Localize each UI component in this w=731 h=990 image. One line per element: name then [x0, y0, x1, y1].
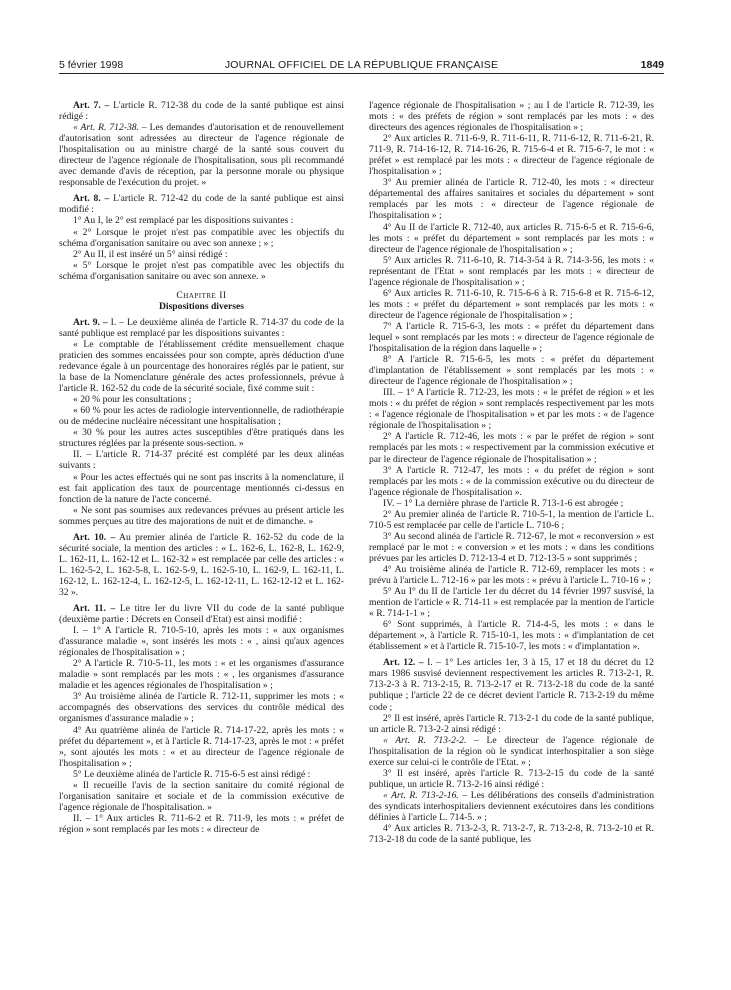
- paragraph: [369, 100, 654, 133]
- paragraph-text: II. – L'article R. 714-37 précité est complété par les deux alinéas suivants :: [59, 449, 344, 472]
- paragraph: [59, 260, 344, 282]
- article-reference: « Art. R. 713-2-2.: [383, 734, 467, 746]
- paragraph-text: 3° Au second alinéa de l'article R. 712-67, le mot « reconversion » est remplacé par le mot : « conversion » et les mots : « dans les conditions prévues par les articles D. 712-13-4 et D. 712-13-5 » sont supprimés ;: [369, 530, 654, 564]
- paragraph-text: « 30 % pour les autres actes susceptibles d'être pratiqués dans les structures réglées par la présente sous-section. »: [59, 427, 344, 450]
- paragraph: [59, 769, 344, 780]
- paragraph-text: 3° Au troisième alinéa de l'article R. 712-11, supprimer les mots : « accompagnés des observations des services du contrôle médical des organismes d'assurance maladie » ;: [59, 691, 344, 725]
- article-number: Art. 9. –: [73, 316, 108, 328]
- paragraph: [59, 427, 344, 449]
- paragraph: [59, 505, 344, 527]
- paragraph-text: II. – 1° Aux articles R. 711-6-2 et R. 711-9, les mots : « préfet de région » sont remplacés par les mots : « directeur de: [59, 812, 344, 835]
- paragraph-text: 4° Aux articles R. 713-2-3, R. 713-2-7, R. 713-2-8, R. 713-2-10 et R. 713-2-18 du code de la santé publique, les: [369, 823, 654, 846]
- paragraph-text: Le titre Ier du livre VII du code de la santé publique (deuxième partie : Décrets en Conseil d'Etat) est ainsi modifié :: [59, 603, 344, 626]
- paragraph: [369, 564, 654, 586]
- paragraph-text: 3° A l'article R. 712-47, les mots : « du préfet de région » sont remplacés par les mots : « de la commission exécutive ou du directeur de l'agence régionale de l'hospitalisation ».: [369, 464, 654, 498]
- paragraph-text: IV. – 1° La dernière phrase de l'article R. 713-1-6 est abrogée ;: [383, 497, 624, 509]
- paragraph-text: « Ne sont pas soumises aux redevances prévues au présent article les sommes perçues au titre des majorations de nuit et de dimanche. »: [59, 504, 344, 527]
- paragraph-text: « 2° Lorsque le projet n'est pas compatible avec les objectifs du schéma d'organisation sanitaire ou avec son annexe ; » ;: [59, 226, 344, 249]
- paragraph-text: Au premier alinéa de l'article R. 162-52 du code de la sécurité sociale, la mention des articles : « L. 162-6, L. 162-8, L. 162-9, L. 162-11, L. 162-12 et L. 162-32 » est remplacée par celle des articles : « L. 162-5-2, L. 162-5-8, L. 162-5-9, L. 162-5-10, L. 162-9, L. 162-11, L. 162-12, L. 162-12-4, L. 162-12-5, L. 162-12-11, L. 162-12-12 et L. 162-32 ».: [59, 531, 344, 598]
- paragraph: [59, 658, 344, 691]
- paragraph: [59, 449, 344, 471]
- paragraph-text: I. – 1° Les articles 1er, 3 à 15, 17 et 18 du décret du 12 mars 1986 susvisé deviennent respectivement les articles R. 713-2-1, R. 713-2-3 à R. 713-2-15, R. 713-2-17 et R. 713-2-18 du code de la santé publique ; l'article 22 de ce décret devient l'article R. 713-2-19 du même code ;: [369, 657, 654, 713]
- paragraph-text: 3° Au premier alinéa de l'article R. 712-40, les mots : « directeur départemental des affaires sanitaires et sociales du département » sont remplacés par les mots : « directeur de l'agence régionale de l'hospitalisation » ;: [369, 177, 654, 222]
- article-number: Art. 8. –: [73, 193, 110, 205]
- paragraph-text: I. – Le deuxième alinéa de l'article R. 714-37 du code de la santé publique est remplacé par les dispositions suivantes :: [59, 316, 344, 339]
- paragraph-text: 1° Au I, le 2° est remplacé par les dispositions suivantes :: [73, 215, 294, 227]
- paragraph: [369, 387, 654, 431]
- paragraph-text: 6° Sont supprimés, à l'article R. 714-4-5, les mots : « dans le département », à l'article R. 715-10-1, les mots : « d'implantation de cet établissement » et à l'article R. 715-10-7, les mots : « d'implantation ».: [369, 619, 654, 653]
- article-paragraph: [59, 317, 344, 339]
- paragraph: [59, 780, 344, 813]
- right-column: [369, 100, 654, 845]
- article-number: Art. 10. –: [73, 531, 116, 543]
- paragraph: [369, 222, 654, 255]
- header-date: 5 février 1998: [59, 59, 124, 71]
- page-header: [59, 57, 664, 73]
- article-paragraph: [59, 603, 344, 625]
- paragraph-text: L'article R. 712-42 du code de la santé publique est ainsi modifié :: [59, 193, 344, 216]
- paragraph: [369, 735, 654, 768]
- paragraph: [369, 790, 654, 823]
- paragraph: [369, 177, 654, 221]
- paragraph-text: « Le comptable de l'établissement crédite mensuellement chaque praticien des sommes encaissées pour son compte, après déduction d'une redevance égale à un pourcentage des honoraires réglés par le patient, sur la base de la Nomenclature générale des actes professionnels, prévue à l'article R. 162-52 du code de la sécurité sociale, fixé comme suit :: [59, 338, 344, 395]
- paragraph-text: III. – 1° A l'article R. 712-23, les mots : « le préfet de région » et les mots : « du préfet de région » sont remplacés respectivement par les mots : « l'agence régionale de l'hospitalisation » et par les mots : « de l'agence régionale de l'hospitalisation » ;: [369, 387, 654, 432]
- header-rule: [59, 73, 664, 74]
- paragraph: [59, 813, 344, 835]
- paragraph: [369, 586, 654, 619]
- chapter-heading: Chapitre II: [176, 289, 227, 301]
- paragraph: [369, 498, 654, 509]
- paragraph: [369, 288, 654, 321]
- paragraph: [59, 625, 344, 658]
- paragraph: [369, 768, 654, 790]
- left-column: [59, 100, 344, 835]
- paragraph-text: 5° Au I° du II de l'article 1er du décret du 14 février 1997 susvisé, la mention de l'article « R. 714-11 » est remplacée par la mention de l'article « R. 714-1-1 » ;: [369, 586, 654, 620]
- paragraph-text: 8° A l'article R. 715-6-5, les mots : « préfet du département d'implantation de l'établissement » sont remplacés par les mots : « directeur de l'agence régionale de l'hospitalisation » ;: [369, 354, 654, 388]
- paragraph-text: I. – 1° A l'article R. 710-5-10, après les mots : « aux organismes d'assurance maladie », sont insérés les mots : « , ainsi qu'aux agences régionales de l'hospitalisation » ;: [59, 625, 344, 659]
- article-number: Art. 11. –: [73, 603, 116, 615]
- paragraph-text: 4° Au quatrième alinéa de l'article R. 714-17-22, après les mots : « préfet du département », et à l'article R. 714-17-23, après le mot : « préfet », sont ajoutés les mots : « et au directeur de l'agence régionale de l'hospitalisation » ;: [59, 724, 344, 769]
- paragraph: [369, 713, 654, 735]
- paragraph: [369, 255, 654, 288]
- paragraph-text: 2° Il est inséré, après l'article R. 713-2-1 du code de la santé publique, un article R. 713-2-2 ainsi rédigé :: [369, 712, 654, 735]
- paragraph: [369, 531, 654, 564]
- paragraph: [59, 394, 344, 405]
- paragraph: [369, 465, 654, 498]
- paragraph-text: 2° A l'article R. 712-46, les mots : « par le préfet de région » sont remplacés par les mots : « respectivement par la commission exécutive et par le directeur de l'agence régionale de l'hospitalisation » ;: [369, 431, 654, 465]
- paragraph-text: – Le directeur de l'agence régionale de l'hospitalisation de la région où le syndicat interhospitalier a son siège exerce sur celui-ci le contrôle de l'Etat. » ;: [369, 734, 654, 768]
- paragraph-text: 5° Le deuxième alinéa de l'article R. 715-6-5 est ainsi rédigé :: [73, 768, 311, 780]
- article-paragraph: [59, 193, 344, 215]
- paragraph-text: 7° A l'article R. 715-6-3, les mots : « préfet du département dans lequel » sont remplacés par les mots : « directeur de l'agence régionale de l'hospitalisation de la région dans laquelle » ;: [369, 320, 654, 355]
- paragraph: [59, 472, 344, 505]
- section-heading: Dispositions diverses: [158, 300, 245, 312]
- paragraph: [59, 691, 344, 724]
- paragraph-text: « 60 % pour les actes de radiologie interventionnelle, de radiothérapie ou de médecine nucléaire nécessitant une hospitalisation ;: [59, 405, 344, 428]
- paragraph-text: – Les délibérations des conseils d'administration des syndicats interhospitaliers deviennent exécutoires dans les conditions définies à l'article L. 714-5. » ;: [369, 789, 654, 823]
- paragraph-text: 2° Aux articles R. 711-6-9, R. 711-6-11, R. 711-6-12, R. 711-6-21, R. 711-9, R. 714-16-12, R. 714-16-26, R. 715-6-4 et R. 715-6-7, le mot : « préfet » est remplacé par les mots : « directeur de l'agence régionale de l'hospitalisation » ;: [369, 133, 654, 178]
- article-number: Art. 7. –: [73, 100, 110, 111]
- paragraph-text: 2° Au II, il est inséré un 5° ainsi rédigé :: [73, 248, 228, 260]
- paragraph: [59, 215, 344, 226]
- paragraph: [59, 122, 344, 188]
- article-number: Art. 12. –: [383, 657, 424, 669]
- paragraph-text: « 5° Lorsque le projet n'est pas compatible avec les objectifs du schéma d'organisation sanitaire ou avec son annexe. »: [59, 259, 344, 282]
- paragraph-text: « Il recueille l'avis de la section sanitaire du comité régional de l'organisation sanitaire et sociale et de la commission exécutive de l'agence régionale de l'hospitalisation. »: [59, 779, 344, 813]
- paragraph-text: 2° A l'article R. 710-5-11, les mots : « et les organismes d'assurance maladie » sont remplacés par les mots : « , les organismes d'assurance maladie et les agences régionales de l'hospitalisation » ;: [59, 658, 344, 692]
- paragraph: [59, 725, 344, 769]
- article-reference: « Art. R. 713-2-16.: [383, 789, 459, 801]
- paragraph: [59, 249, 344, 260]
- paragraph: [369, 619, 654, 652]
- article-paragraph: [59, 100, 344, 122]
- article-paragraph: [369, 657, 654, 712]
- paragraph: [369, 133, 654, 177]
- article-paragraph: [59, 532, 344, 598]
- paragraph-text: l'agence régionale de l'hospitalisation » ; au I de l'article R. 712-39, les mots : « des préfets de région » sont remplacés par les mots : « des directeurs des agences régionales de l'hospitalisation » ;: [369, 100, 654, 134]
- paragraph: [369, 823, 654, 845]
- paragraph: [369, 431, 654, 464]
- paragraph: [369, 354, 654, 387]
- paragraph-text: 4° Au II de l'article R. 712-40, aux articles R. 715-6-5 et R. 715-6-6, les mots : « préfet du département » sont remplacés par les mots : « directeur de l'agence régionale de l'hospitalisation » ;: [369, 221, 654, 255]
- page-number: 1849: [640, 59, 664, 71]
- paragraph-text: 3° Il est inséré, après l'article R. 713-2-15 du code de la santé publique, un article R. 713-2-16 ainsi rédigé :: [369, 767, 654, 790]
- paragraph-text: « 20 % pour les consultations ;: [73, 394, 192, 406]
- paragraph: [59, 227, 344, 249]
- paragraph-text: « Pour les actes effectués qui ne sont pas inscrits à la nomenclature, il est fait application des taux de pourcentage mentionnés ci-dessus en fonction de la nature de l'acte concerné.: [59, 471, 344, 505]
- paragraph: [369, 509, 654, 531]
- paragraph-text: 4° Au troisième alinéa de l'article R. 712-69, remplacer les mots : « prévu à l'article L. 712-16 » par les mots : « prévu à l'article L. 710-16 » ;: [369, 563, 654, 587]
- paragraph-text: 6° Aux articles R. 711-6-10, R. 715-6-6 à R. 715-6-8 et R. 715-6-12, les mots : « préfet du département » sont remplacés par les mots : « directeur de l'agence régionale de l'hospitalisation » ;: [369, 287, 654, 321]
- paragraph-text: L'article R. 712-38 du code de la santé publique est ainsi rédigé :: [59, 100, 344, 123]
- paragraph: [59, 339, 344, 394]
- article-reference: « Art. R. 712-38.: [73, 122, 139, 134]
- paragraph-text: – Les demandes d'autorisation et de renouvellement d'autorisation sont adressées au directeur de l'agence régionale de l'hospitalisation ou au ministre chargé de la santé sous couvert du directeur de l'agence régionale de l'hospitalisation, sous pli recommandé avec demande d'avis de réception, par la personne morale ou physique responsable de l'exécution du projet. »: [59, 122, 344, 189]
- journal-title: JOURNAL OFFICIEL DE LA RÉPUBLIQUE FRANÇAISE: [224, 59, 499, 71]
- paragraph-text: 2° Au premier alinéa de l'article R. 710-5-1, la mention de l'article L. 710-5 est remplacée par celle de l'article L. 710-6 ;: [369, 508, 654, 531]
- paragraph-text: 5° Aux articles R. 711-6-10, R. 714-3-54 à R. 714-3-56, les mots : « représentant de l'Etat » sont remplacés par les mots : « directeur de l'agence régionale de l'hospitalisation » ;: [369, 254, 654, 288]
- paragraph: [369, 321, 654, 354]
- paragraph: [59, 405, 344, 427]
